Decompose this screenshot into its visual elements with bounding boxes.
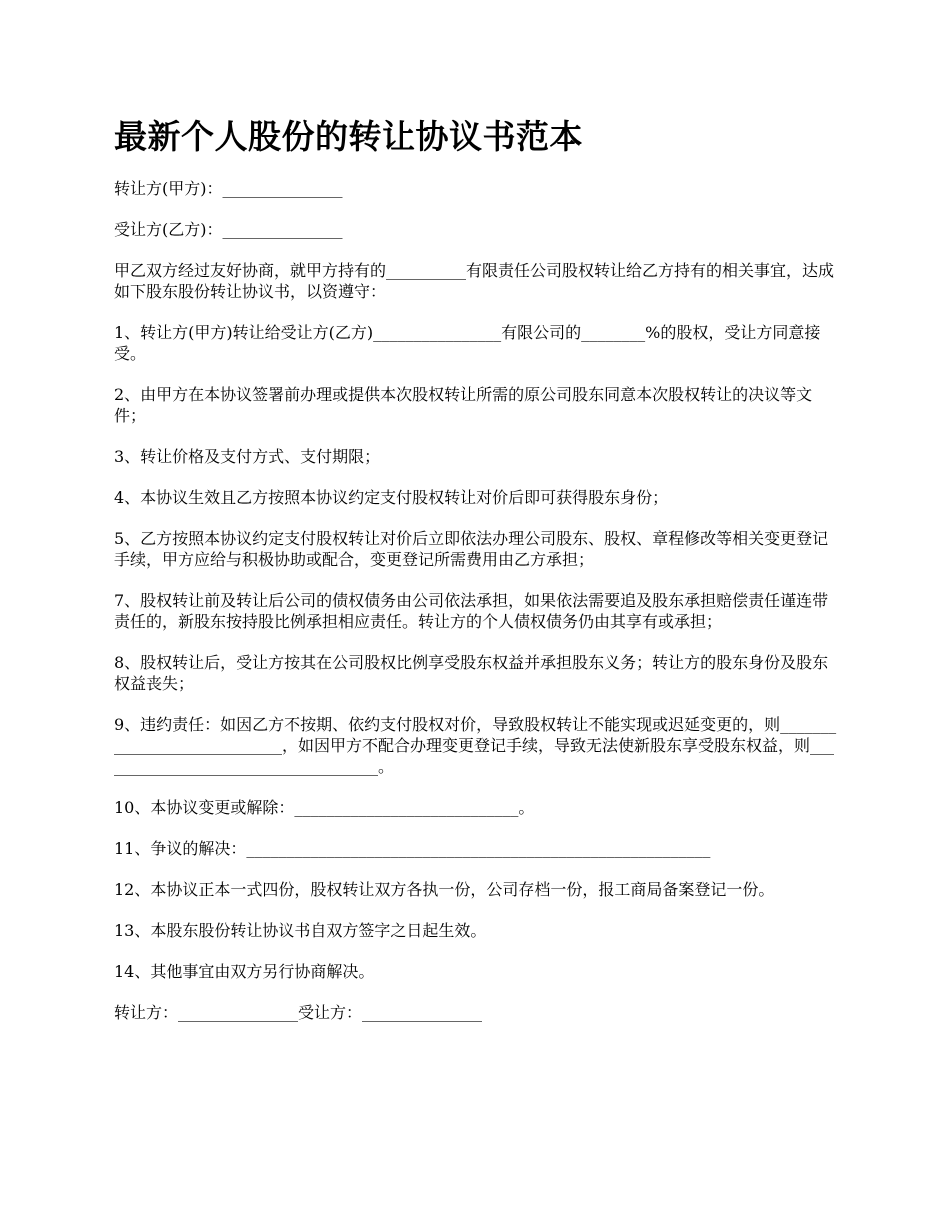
clause-5: 5、乙方按照本协议约定支付股权转让对价后立即依法办理公司股东、股权、章程修改等相关变更登记手续，甲方应给与积极协助或配合，变更登记所需费用由乙方承担； (114, 529, 829, 569)
clause-3: 3、转让价格及支付方式、支付期限； (114, 447, 381, 466)
clause-9: 9、违约责任：如因乙方不按期、依约支付股权对价，导致股权转让不能实现或迟延变更的，则____________________________，如因甲方不配合办理变更登记手续，导致无法使新股东享受股东权益，则____________________________________。 (114, 715, 837, 776)
clause-10: 10、本协议变更或解除：____________________________。 (114, 798, 535, 817)
clause-12: 12、本协议正本一式四份，股权转让双方各执一份，公司存档一份，报工商局备案登记一份。 (114, 880, 775, 899)
document-title: 最新个人股份的转让协议书范本 (114, 117, 583, 156)
clause-2: 2、由甲方在本协议签署前办理或提供本次股权转让所需的原公司股东同意本次股权转让的决议等文件； (114, 385, 813, 425)
clause-7: 7、股权转让前及转让后公司的债权债务由公司依法承担，如果依法需要追及股东承担赔偿责任谨连带责任的，新股东按持股比例承担相应责任。转让方的个人债权债务仍由其享有或承担； (114, 591, 829, 631)
clause-1: 1、转让方(甲方)转让给受让方(乙方)________________有限公司的________%的股权，受让方同意接受。 (114, 323, 821, 363)
clause-4: 4、本协议生效且乙方按照本协议约定支付股权转让对价后即可获得股东身份； (114, 488, 669, 507)
signature-line: 转让方：_______________受让方：_______________ (114, 1003, 483, 1022)
clause-13: 13、本股东股份转让协议书自双方签字之日起生效。 (114, 921, 487, 940)
clause-11: 11、争议的解决：__________________________________________________________ (114, 839, 711, 858)
paragraph-transferor: 转让方(甲方)：_______________ (114, 179, 343, 198)
paragraph-transferee: 受让方(乙方)：_______________ (114, 220, 343, 239)
document-page (114, 112, 840, 1043)
paragraph-preamble: 甲乙双方经过友好协商，就甲方持有的__________有限责任公司股权转让给乙方持有的相关事宜，达成如下股东股份转让协议书，以资遵守： (114, 261, 835, 301)
clause-14: 14、其他事宜由双方另行协商解决。 (114, 962, 375, 981)
clause-8: 8、股权转让后，受让方按其在公司股权比例享受股东权益并承担股东义务；转让方的股东身份及股东权益丧失； (114, 653, 829, 693)
